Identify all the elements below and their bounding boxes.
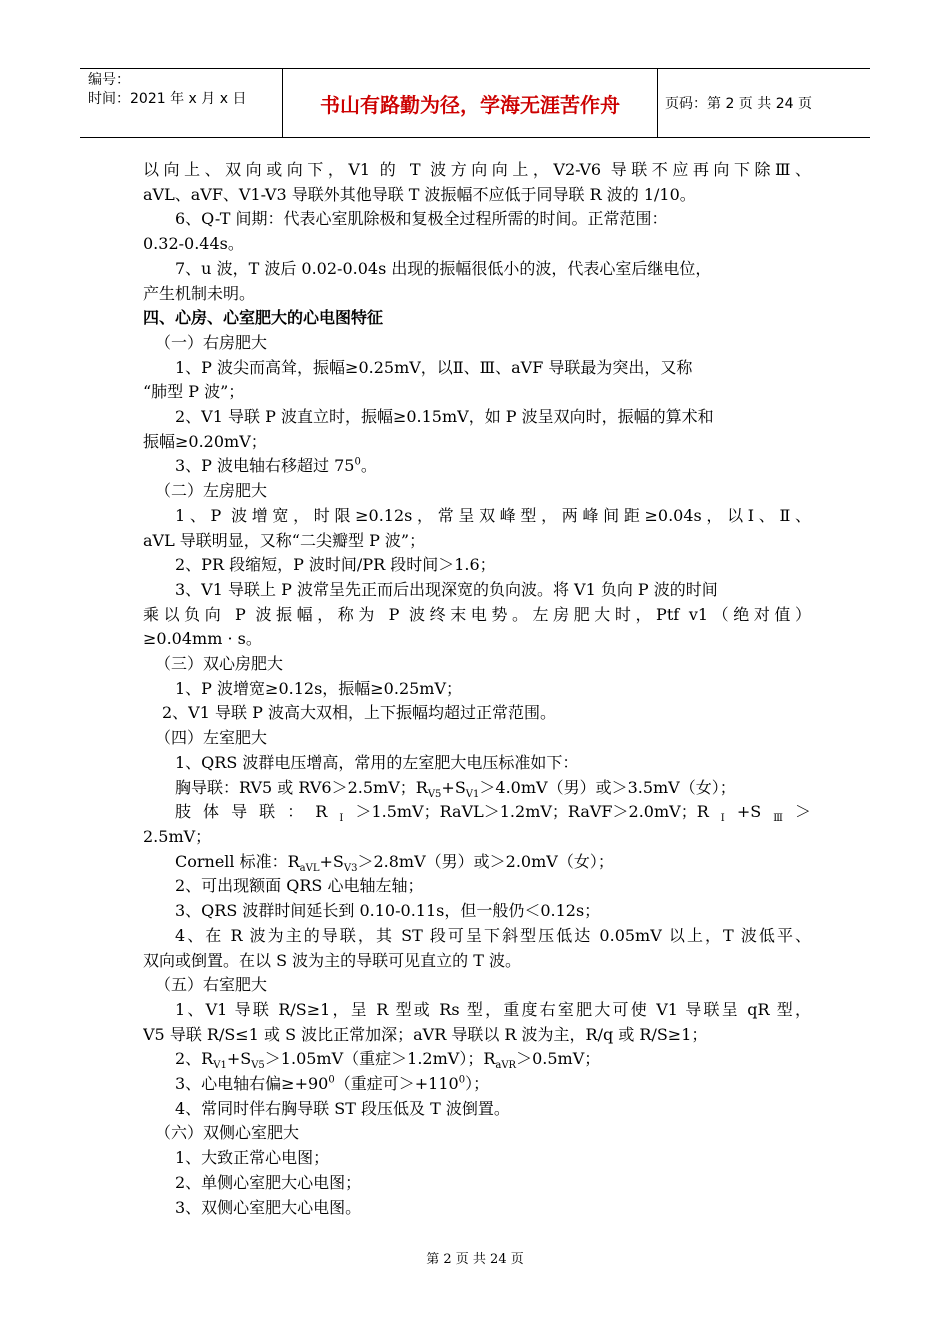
- text-line: 1、P 波尖而高耸，振幅≥0.25mV，以Ⅱ、Ⅲ、aVF 导联最为突出，又称: [175, 357, 693, 377]
- text-line: 1、大致正常心电图；: [175, 1148, 330, 1168]
- text-line: [143, 454, 811, 479]
- superscript: 0: [354, 457, 361, 469]
- header-meta: [88, 71, 246, 109]
- subscript: Ⅰ: [327, 813, 356, 825]
- text-line: 1、QRS 波群电压增高，常用的左室肥大电压标准如下：: [175, 752, 579, 772]
- page-label: 页码：第 2 页 共 24 页: [665, 96, 812, 112]
- text-line: 1、P 波增宽≥0.12s，振幅≥0.25mV；: [175, 678, 463, 698]
- text-line: 以向上、双向或向下，V1 的 T 波方向向上，V2-V6 导联不应再向下除Ⅲ、: [143, 160, 811, 179]
- text-line: 3、V1 导联上 P 波常呈先正而后出现深宽的负向波。将 V1 负向 P 波的时间: [175, 579, 718, 599]
- text: ＞0.5mV；: [516, 1049, 601, 1069]
- text-line: 2、PR 段缩短，P 波时间/PR 段时间＞1.6；: [175, 555, 496, 575]
- text: +S: [736, 802, 762, 822]
- text: +S: [226, 1049, 252, 1069]
- text-line: [143, 1047, 811, 1072]
- subscript: aVR: [495, 1060, 517, 1072]
- text-line: 2、V1 导联 P 波高大双相，上下振幅均超过正常范围。: [162, 703, 556, 723]
- text-line: [143, 800, 811, 825]
- text: +S: [319, 851, 344, 871]
- subscript: V3: [343, 862, 358, 874]
- text: 肢体导联：R: [175, 802, 328, 822]
- subsection-heading: （一）右房肥大: [155, 332, 268, 352]
- text: 3、心电轴右偏≥+90: [175, 1074, 329, 1094]
- text-line: 4、常同时伴右胸导联 ST 段压低及 T 波倒置。: [175, 1098, 510, 1118]
- subscript: V1: [465, 788, 480, 800]
- subsection-heading: （三）双心房肥大: [155, 654, 284, 674]
- superscript: 0: [458, 1074, 466, 1086]
- subsection-heading: （五）右室肥大: [155, 975, 268, 995]
- text-line: 双向或倒置。在以 S 波为主的导联可见直立的 T 波。: [143, 950, 521, 970]
- text-line: aVL、aVF、V1-V3 导联外其他导联 T 波振幅不应低于同导联 R 波的 1/10。: [143, 184, 696, 204]
- subscript: V5: [251, 1060, 265, 1072]
- text-line: ≥0.04mm · s。: [143, 629, 262, 649]
- text-line: V5 导联 R/S≤1 或 S 波比正常加深；aVR 导联以 R 波为主，R/q 或 R/S≥1；: [143, 1024, 708, 1044]
- section-heading: 四、心房、心室肥大的心电图特征: [143, 308, 384, 328]
- text: 胸导联：RV5 或 RV6＞2.5mV；R: [175, 777, 428, 797]
- subsection-heading: （四）左室肥大: [155, 728, 268, 748]
- number-label: 编号：: [88, 72, 130, 88]
- text: ＞1.05mV（重症＞1.2mV）；R: [264, 1049, 496, 1069]
- text: ）；: [465, 1074, 490, 1094]
- text-line: [143, 850, 811, 875]
- subsection-heading: （二）左房肥大: [155, 481, 268, 501]
- text-line: aVL 导联明显，又称“二尖瓣型 P 波”；: [143, 530, 426, 550]
- text-line: 2.5mV；: [143, 826, 212, 846]
- text: ＞4.0mV（男）或＞3.5mV（女）；: [479, 777, 736, 797]
- text: 。: [360, 456, 377, 476]
- document-body: [143, 158, 811, 1220]
- text: （重症可＞+110: [334, 1074, 459, 1094]
- text: 2、R: [175, 1049, 214, 1069]
- text-line: 7、u 波，T 波后 0.02-0.04s 出现的振幅很低小的波，代表心室后继电位，: [175, 258, 712, 278]
- header-motto: 书山有路勤为径，学海无涯苦作舟: [320, 92, 620, 117]
- text: Cornell 标准：R: [175, 851, 300, 871]
- text: 3、P 波电轴右移超过 75: [175, 456, 355, 476]
- page-header: [80, 68, 870, 138]
- text-line: 4、在 R 波为主的导联，其 ST 段可呈下斜型压低达 0.05mV 以上，T 波低平、: [175, 925, 811, 945]
- text-line: [143, 1072, 811, 1097]
- text-line: 3、双侧心室肥大心电图。: [175, 1197, 362, 1217]
- text: ＞2.8mV（男）或＞2.0mV（女）；: [357, 851, 614, 871]
- header-divider: [657, 69, 658, 137]
- text-line: 1、P 波增宽，时限≥0.12s，常呈双峰型，两峰间距≥0.04s，以Ⅰ、Ⅱ、: [175, 505, 811, 525]
- subscript: V1: [213, 1060, 227, 1072]
- text-line: 1、V1 导联 R/S≥1，呈 R 型或 Rs 型，重度右室肥大可使 V1 导联呈 qR 型，: [175, 999, 811, 1019]
- text: +S: [441, 777, 466, 797]
- subscript: V5: [427, 788, 442, 800]
- text-line: 3、QRS 波群时间延长到 0.10-0.11s，但一般仍＜0.12s；: [175, 901, 601, 921]
- subscript: Ⅰ: [708, 813, 737, 825]
- page-footer: 第 2 页 共 24 页: [426, 1252, 524, 1267]
- text-line: [143, 776, 811, 801]
- subsection-heading: （六）双侧心室肥大: [155, 1123, 300, 1143]
- text-line: 产生机制未明。: [143, 283, 256, 303]
- text-line: 乘以负向 P 波振幅，称为 P 波终末电势。左房肥大时，Ptf v1（绝对值）: [143, 604, 811, 624]
- text-line: 0.32-0.44s。: [143, 234, 244, 254]
- subscript: Ⅲ: [761, 813, 795, 825]
- time-label: 时间：2021 年 x 月 x 日: [88, 91, 247, 107]
- subscript: aVL: [299, 862, 320, 874]
- text-line: 6、Q-T 间期：代表心室肌除极和复极全过程所需的时间。正常范围：: [175, 209, 668, 229]
- text-line: 2、可出现额面 QRS 心电轴左轴；: [175, 876, 424, 896]
- text-line: “肺型 P 波”；: [143, 382, 245, 402]
- text: ＞1.5mV；RaVL＞1.2mV；RaVF＞2.0mV；R: [355, 802, 709, 822]
- text-line: 2、V1 导联 P 波直立时，振幅≥0.15mV，如 P 波呈双向时，振幅的算术和: [175, 407, 714, 427]
- superscript: 0: [328, 1074, 335, 1086]
- text-line: 振幅≥0.20mV；: [143, 431, 267, 451]
- text: ＞: [794, 802, 811, 822]
- text-line: 2、单侧心室肥大心电图；: [175, 1172, 362, 1192]
